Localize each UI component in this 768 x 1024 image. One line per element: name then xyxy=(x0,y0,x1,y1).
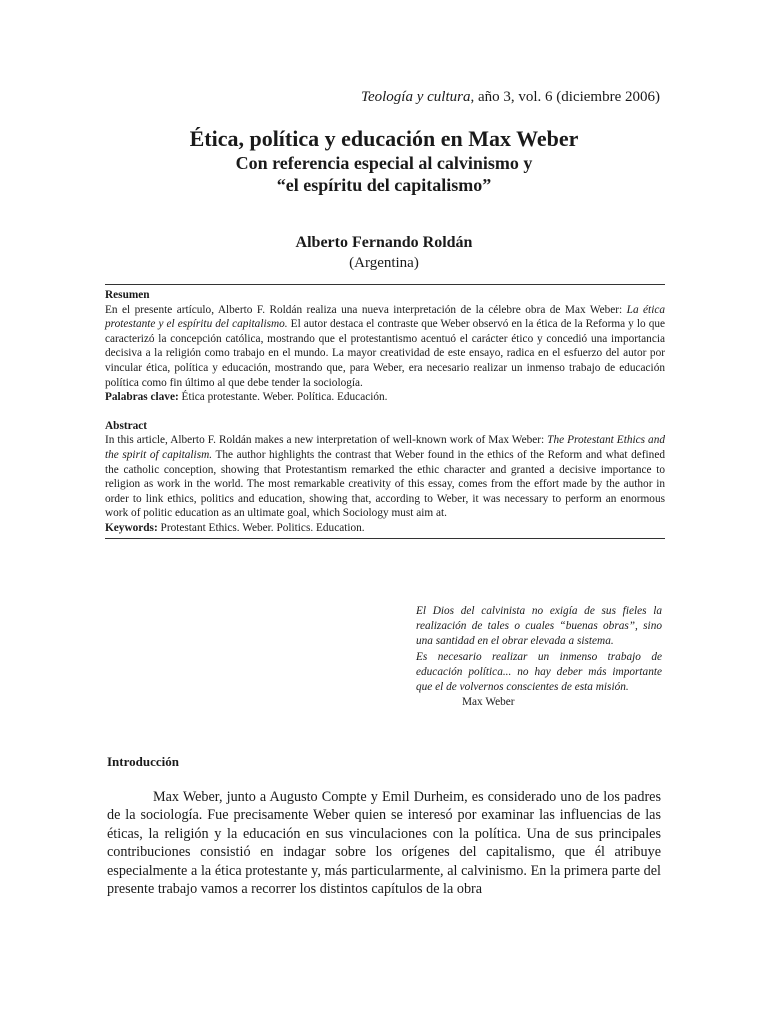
resumen-keywords-label: Palabras clave: xyxy=(105,391,179,404)
journal-name: Teología y cultura xyxy=(361,89,471,105)
title-block xyxy=(0,126,768,196)
abstract-keywords-label: Keywords: xyxy=(105,521,158,534)
abstract-book-title: The Protestant Ethics and the spirit of capitalism. xyxy=(105,434,666,461)
epigraph-quote-1: El Dios del calvinista no exigía de sus fieles la realización de tales o cuales “buenas obras”, sino una santidad en el obrar elevada a sistema. xyxy=(416,605,662,648)
introduction-paragraph: Max Weber, junto a Augusto Compte y Emil Durheim, es considerado uno de los padres de la sociología. Fue precisamente Weber quien se interesó por examinar las influencias de las éticas, la religión y la educación en sus vinculaciones con la política. Una de sus principales contribuciones consistió en indagar sobre los orígenes del capitalismo, que él atribuye especialmente a la ética protestante y, más particularmente, al calvinismo. En la primera parte del presente trabajo vamos a recorrer los distintos capítulos de la obra xyxy=(107,789,661,898)
abstract-heading: Abstract xyxy=(105,419,148,432)
journal-issue: , año 3, vol. 6 (diciembre 2006) xyxy=(470,89,660,105)
journal-citation xyxy=(361,89,660,106)
abstract-box xyxy=(105,284,665,539)
epigraph-author: Max Weber xyxy=(462,696,515,709)
article-subtitle-line-2: “el espíritu del capitalismo” xyxy=(276,175,492,195)
abstract-keywords-list: Protestant Ethics. Weber. Politics. Education. xyxy=(157,521,365,534)
epigraph xyxy=(416,604,662,710)
resumen-text xyxy=(105,303,665,391)
resumen-heading: Resumen xyxy=(105,289,150,301)
resumen-text-part-1: En el presente artículo, Alberto F. Roldán realiza una nueva interpretación de la célebre obra de Max Weber: xyxy=(105,303,627,316)
resumen-text-part-2: El autor destaca el contraste que Weber observó en la ética de la Reforma y lo que caracterizó la concepción católica, mostrando que el protestantismo acentuó el carácter ético y concedió una importancia decisiva a la religión como trabajo en el mundo. La mayor creatividad de este ensayo, radica en el esfuerzo del autor por vincular ética, política y educación, mostrando que, para Weber, era necesario realizar un inmenso trabajo de educación política como fin último al que debe tender la sociología. xyxy=(105,318,666,389)
abstract-text xyxy=(105,433,665,521)
abstract-keywords xyxy=(105,521,665,536)
epigraph-quote-2: Es necesario realizar un inmenso trabajo de educación política... no hay deber más importante que el de volvernos conscientes de esta misión. xyxy=(416,650,662,694)
author-name: Alberto Fernando Roldán xyxy=(295,234,473,251)
author-block xyxy=(0,233,768,273)
article-title: Ética, política y educación en Max Weber xyxy=(189,126,579,151)
article-subtitle-line-1: Con referencia especial al calvinismo y xyxy=(235,153,533,173)
abstract-text-part-1: In this article, Alberto F. Roldán makes a new interpretation of well-known work of Max Weber: xyxy=(105,434,548,447)
author-affiliation: (Argentina) xyxy=(349,255,419,271)
abstract-text-part-2: The author highlights the contrast that Weber found in the ethics of the Reform and what defined the catholic conception, showing that Protestantism remarked the ethic character and granted a decisive importance to religion as work in the world. The most remarkable creativity of this essay, comes from the effort made by the author in order to link ethics, politics and education, showing that, according to Weber, it was necessary to perform an enormous work of politic education as an ultimate goal, which Sociology must aim at. xyxy=(105,448,665,520)
spacer xyxy=(105,405,665,419)
introduction-body xyxy=(107,788,661,898)
resumen-keywords-list: Ética protestante. Weber. Política. Educación. xyxy=(178,391,388,404)
resumen-book-title: La ética protestante y el espíritu del capitalismo. xyxy=(105,303,665,331)
section-heading-introduccion: Introducción xyxy=(107,754,179,769)
resumen-keywords xyxy=(105,390,665,405)
